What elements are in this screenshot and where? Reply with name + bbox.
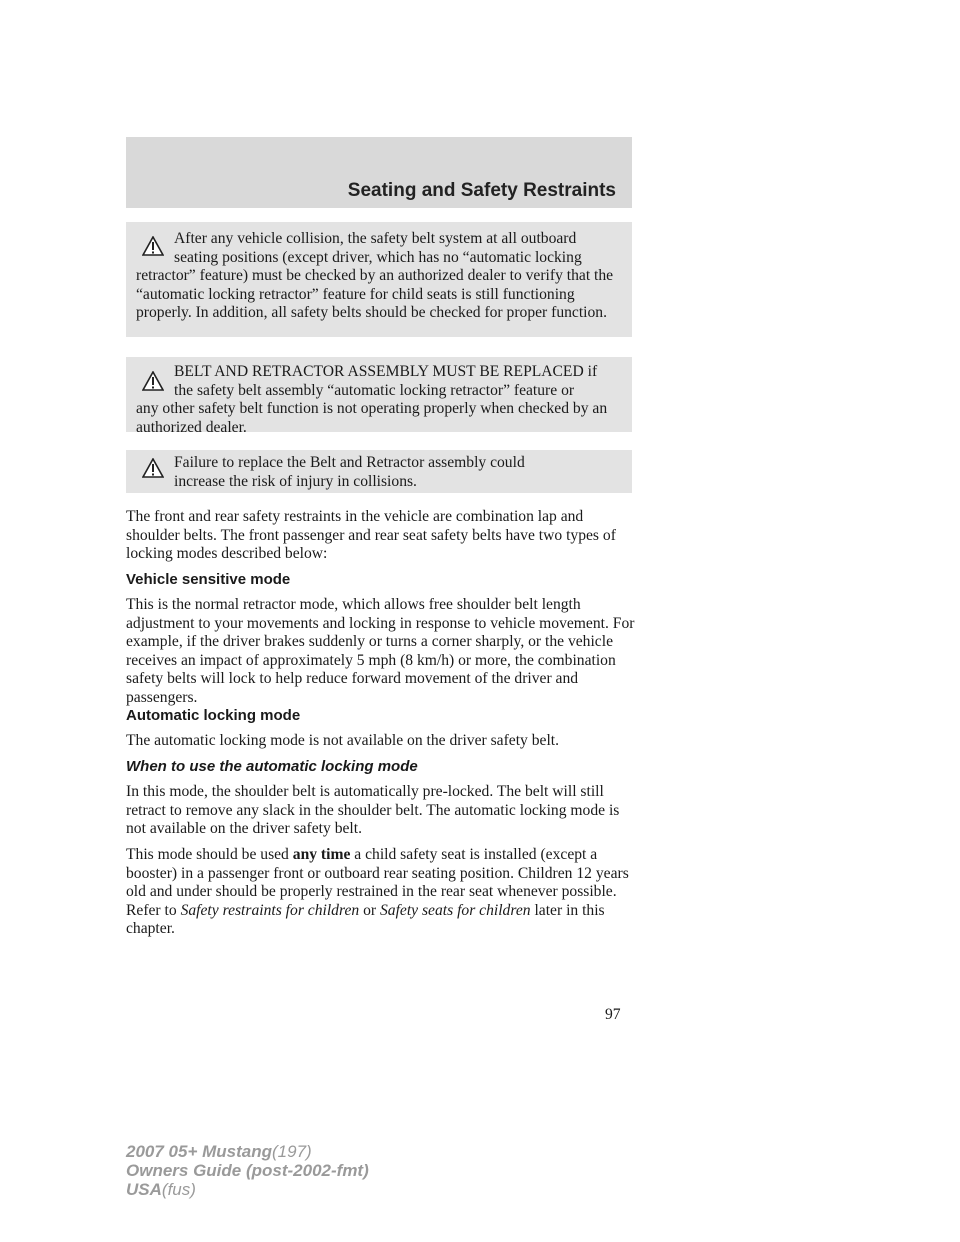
section-header-band — [126, 137, 632, 208]
when-to-use-paragraph — [126, 783, 636, 839]
footer-model: 2007 05+ Mustang — [126, 1142, 272, 1161]
footer-market: USA — [126, 1180, 162, 1199]
child-seat-text-c: or — [363, 901, 377, 919]
footer-line-2 — [126, 1161, 369, 1180]
warning-triangle-icon — [142, 236, 164, 256]
footer-line-3 — [126, 1180, 369, 1199]
child-seat-text-b: a child safety seat is installed (except a booster) in a passenger front or outboard rear seating position. Children 12 years old and under should be properly restrained in the rear seat whenever possible. Refer to — [126, 846, 629, 919]
warning-2-line1: BELT AND RETRACTOR ASSEMBLY MUST BE REPLACED if — [174, 363, 598, 380]
footer-guide: Owners Guide (post-2002-fmt) — [126, 1161, 369, 1180]
page-number: 97 — [605, 1006, 621, 1023]
warning-2-rest: any other safety belt function is not operating properly when checked by an authorized dealer. — [136, 400, 608, 436]
warning-3-line1: Failure to replace the Belt and Retractor assembly could — [174, 454, 525, 471]
heading-automatic-locking: Automatic locking mode — [126, 707, 301, 724]
child-seat-paragraph — [126, 846, 636, 939]
warning-triangle-icon — [142, 458, 164, 478]
reference-safety-seats: Safety seats for children — [379, 901, 531, 919]
vehicle-sensitive-text: This is the normal retractor mode, which allows free shoulder belt length adjustment to your movements and locking in response to vehicle movement. For example, if the driver brakes suddenly or turns a corner sharply, or the vehicle receives an impact of approximately 5 mph (8 km/h) or more, the combination safety belts will lock to help reduce forward movement of the driver and passengers. — [126, 596, 635, 706]
section-title: Seating and Safety Restraints — [347, 180, 616, 201]
any-time-emphasis: any time — [292, 846, 351, 863]
reference-safety-restraints: Safety restraints for children — [180, 901, 360, 919]
warning-1-line1: After any vehicle collision, the safety belt system at all outboard — [174, 230, 577, 247]
vehicle-sensitive-paragraph — [126, 596, 636, 707]
footer-info — [126, 1142, 369, 1199]
warning-box-2 — [126, 357, 632, 436]
footer-line-1 — [126, 1142, 369, 1161]
automatic-locking-text: The automatic locking mode is not available on the driver safety belt. — [126, 732, 560, 749]
warning-1-line2: seating positions (except driver, which has no “automatic locking — [174, 248, 582, 266]
intro-text: The front and rear safety restraints in the vehicle are combination lap and shoulder belts. The front passenger and rear seat safety belts have two types of locking modes described below: — [126, 508, 616, 562]
warning-1-rest: retractor” feature) must be checked by an authorized dealer to verify that the “automatic locking retractor” feature for child seats is still functioning properly. In addition, all safety belts should be checked for proper function. — [136, 267, 614, 321]
heading-vehicle-sensitive: Vehicle sensitive mode — [126, 571, 291, 588]
warning-2-line2: the safety belt assembly “automatic locking retractor” feature or — [174, 381, 575, 399]
child-seat-text-d: later in this chapter. — [126, 901, 605, 937]
warning-3-line2: increase the risk of injury in collisions. — [174, 472, 417, 490]
heading-when-to-use: When to use the automatic locking mode — [126, 758, 418, 775]
footer-model-code: (197) — [272, 1142, 312, 1161]
warning-box-3 — [126, 450, 632, 493]
warning-triangle-icon — [142, 371, 164, 391]
automatic-locking-paragraph — [126, 732, 636, 751]
warning-box-1 — [126, 222, 632, 337]
child-seat-text — [126, 846, 636, 939]
when-to-use-text: In this mode, the shoulder belt is automatically pre-locked. The belt will still retract to remove any slack in the shoulder belt. The automatic locking mode is not available on the driver safety belt. — [126, 783, 620, 837]
footer-market-code: (fus) — [161, 1180, 196, 1199]
child-seat-text-a: This mode should be used — [126, 846, 289, 863]
intro-paragraph — [126, 508, 636, 564]
